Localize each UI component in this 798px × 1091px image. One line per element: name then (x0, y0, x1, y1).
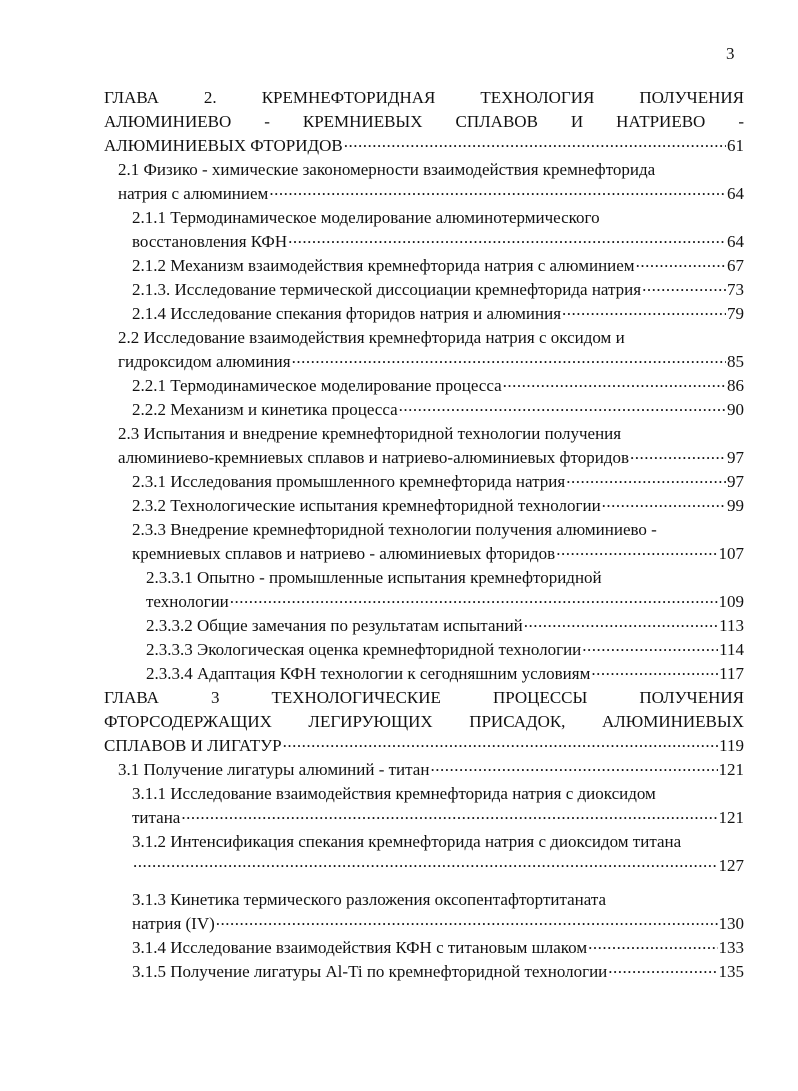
toc-line: 2.1 Физико - химические закономерности взаимодействия кремнефторида (118, 160, 656, 179)
toc-line: титана (132, 808, 181, 827)
toc-line: натрия (IV) (132, 914, 215, 933)
toc-page-number: 107 (718, 544, 744, 563)
toc-section-2-1-1 (132, 206, 744, 254)
toc-line: 2.3.3 Внедрение кремнефторидной технологии получения алюминиево - (132, 520, 657, 539)
table-of-contents (104, 86, 744, 984)
dot-leader (591, 662, 718, 679)
toc-page-number: 61 (727, 136, 744, 155)
dot-leader (562, 302, 726, 319)
toc-line: технологии (146, 592, 229, 611)
toc-line: 2.3.3.2 Общие замечания по результатам испытаний (146, 616, 523, 635)
toc-line: 2.3.1 Исследования промышленного кремнефторида натрия (132, 472, 566, 491)
toc-chapter-2-line1: ГЛАВА 2. КРЕМНЕФТОРИДНАЯ ТЕХНОЛОГИЯ ПОЛУЧЕНИЯ (104, 88, 744, 107)
toc-line: натрия с алюминием (118, 184, 269, 203)
dot-leader (133, 854, 718, 871)
toc-line: 3.1.5 Получение лигатуры Al-Ti по кремнефторидной технологии (132, 962, 608, 981)
toc-section-3-1 (118, 758, 744, 782)
toc-section-2-2 (118, 326, 744, 374)
toc-line: 3.1.4 Исследование взаимодействия КФН с титановым шлаком (132, 938, 588, 957)
toc-section-2-3-3-3 (146, 638, 744, 662)
dot-leader (630, 446, 726, 463)
dot-leader (503, 374, 726, 391)
dot-leader (588, 936, 717, 953)
toc-line: 2.1.3. Исследование термической диссоциации кремнефторида натрия (132, 280, 642, 299)
toc-page-number: 119 (719, 736, 744, 755)
toc-section-2-3-3-2 (146, 614, 744, 638)
toc-chapter-2-line2: АЛЮМИНИЕВО - КРЕМНИЕВЫХ СПЛАВОВ И НАТРИЕВО - (104, 112, 744, 131)
toc-line: 2.3.2 Технологические испытания кремнефторидной технологии (132, 496, 601, 515)
toc-section-2-1 (118, 158, 744, 206)
toc-page-number: 97 (727, 448, 744, 467)
toc-section-2-3-3-4 (146, 662, 744, 686)
dot-leader (642, 278, 726, 295)
toc-line: 2.2 Исследование взаимодействия кремнефторида натрия с оксидом и (118, 328, 625, 347)
toc-line: 2.1.2 Механизм взаимодействия кремнефторида натрия с алюминием (132, 256, 635, 275)
toc-section-2-3-2 (132, 494, 744, 518)
toc-line: 2.3.3.4 Адаптация КФН технологии к сегодняшним условиям (146, 664, 591, 683)
toc-page-number: 121 (718, 760, 744, 779)
toc-page-number: 121 (718, 808, 744, 827)
dot-leader (269, 182, 726, 199)
toc-chapter-3-line1: ГЛАВА 3 ТЕХНОЛОГИЧЕСКИЕ ПРОЦЕССЫ ПОЛУЧЕНИЯ (104, 688, 744, 707)
toc-line: 2.2.1 Термодинамическое моделирование процесса (132, 376, 502, 395)
toc-line: 3.1.3 Кинетика термического разложения оксопентафтортитаната (132, 890, 607, 909)
toc-page-number: 117 (719, 664, 744, 683)
toc-page-number: 133 (718, 938, 744, 957)
dot-leader (399, 398, 726, 415)
toc-section-2-3-3 (132, 518, 744, 566)
dot-leader (344, 134, 726, 151)
toc-page-number: 135 (718, 962, 744, 981)
toc-line: гидроксидом алюминия (118, 352, 291, 371)
toc-page-number: 85 (727, 352, 744, 371)
toc-section-2-2-2 (132, 398, 744, 422)
toc-page-number: 86 (727, 376, 744, 395)
toc-line: 2.3.3.1 Опытно - промышленные испытания кремнефторидной (146, 568, 602, 587)
dot-leader (636, 254, 726, 271)
toc-page-number: 130 (718, 914, 744, 933)
toc-line: 3.1.1 Исследование взаимодействия кремнефторида натрия с диоксидом (132, 784, 656, 803)
toc-page-number: 90 (727, 400, 744, 419)
toc-line: алюминиево-кремниевых сплавов и натриево-алюминиевых фторидов (118, 448, 630, 467)
toc-chapter-2 (104, 86, 744, 158)
dot-leader (556, 542, 717, 559)
toc-page-number: 79 (727, 304, 744, 323)
dot-leader (582, 638, 718, 655)
toc-page-number: 64 (727, 232, 744, 251)
toc-page-number: 97 (727, 472, 744, 491)
toc-line: 2.1.1 Термодинамическое моделирование алюминотермического (132, 208, 600, 227)
page-number: 3 (726, 44, 735, 63)
dot-leader (230, 590, 718, 607)
toc-line: 2.3.3.3 Экологическая оценка кремнефторидной технологии (146, 640, 582, 659)
dot-leader (602, 494, 726, 511)
toc-section-3-1-3 (132, 888, 744, 936)
toc-section-2-3-3-1 (146, 566, 744, 614)
toc-page-number: 114 (719, 640, 744, 659)
toc-section-3-1-5 (132, 960, 744, 984)
dot-leader (216, 912, 718, 929)
toc-section-2-3-1 (132, 470, 744, 494)
toc-section-2-3 (118, 422, 744, 470)
toc-page-number: 127 (718, 856, 744, 875)
toc-section-3-1-2 (132, 830, 744, 878)
toc-line: восстановления КФН (132, 232, 288, 251)
toc-page-number: 64 (727, 184, 744, 203)
dot-leader (608, 960, 717, 977)
toc-page-number: 99 (727, 496, 744, 515)
dot-leader (430, 758, 717, 775)
dot-leader (292, 350, 726, 367)
toc-page-number: 109 (718, 592, 744, 611)
toc-section-2-1-2 (132, 254, 744, 278)
toc-line: 3.1 Получение лигатуры алюминий - титан (118, 760, 430, 779)
dot-leader (288, 230, 726, 247)
toc-line: 2.2.2 Механизм и кинетика процесса (132, 400, 398, 419)
toc-page-number: 113 (719, 616, 744, 635)
toc-section-2-1-3 (132, 278, 744, 302)
toc-line: 3.1.2 Интенсификация спекания кремнефторида натрия с диоксидом титана (132, 832, 682, 851)
toc-page-number: 67 (727, 256, 744, 275)
toc-line: кремниевых сплавов и натриево - алюминиевых фторидов (132, 544, 556, 563)
toc-section-2-2-1 (132, 374, 744, 398)
toc-section-3-1-4 (132, 936, 744, 960)
dot-leader (283, 734, 719, 751)
toc-page-number: 73 (727, 280, 744, 299)
toc-section-3-1-1 (132, 782, 744, 830)
toc-line: 2.3 Испытания и внедрение кремнефторидной технологии получения (118, 424, 622, 443)
toc-chapter-3 (104, 686, 744, 758)
toc-section-2-1-4 (132, 302, 744, 326)
toc-chapter-2-line3: АЛЮМИНИЕВЫХ ФТОРИДОВ (104, 136, 343, 155)
toc-chapter-3-line2: ФТОРСОДЕРЖАЩИХ ЛЕГИРУЮЩИХ ПРИСАДОК, АЛЮМИНИЕВЫХ (104, 712, 744, 731)
toc-chapter-3-line3: СПЛАВОВ И ЛИГАТУР (104, 736, 282, 755)
toc-line: 2.1.4 Исследование спекания фторидов натрия и алюминия (132, 304, 562, 323)
dot-leader (181, 806, 717, 823)
dot-leader (524, 614, 718, 631)
dot-leader (566, 470, 726, 487)
